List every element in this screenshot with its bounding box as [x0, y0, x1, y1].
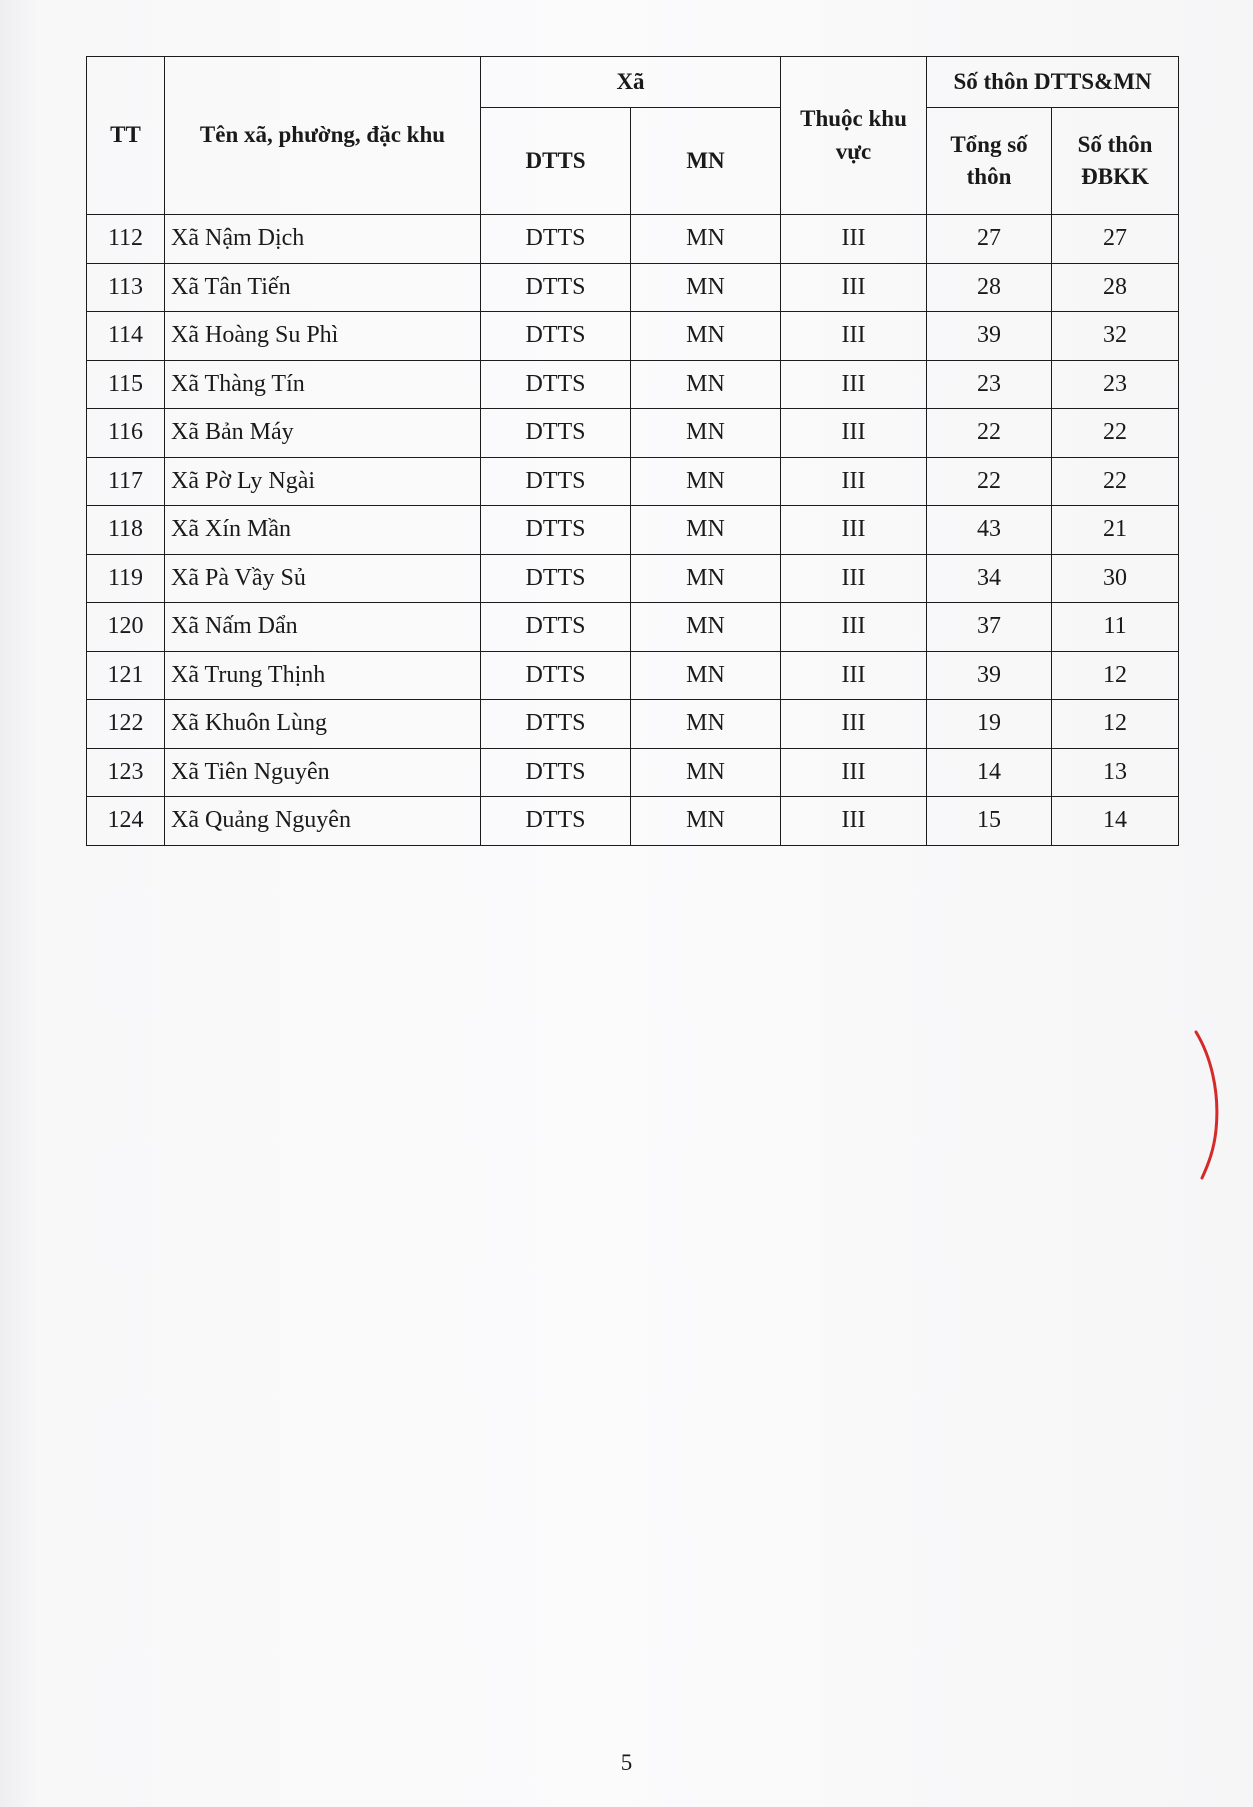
cell-so-thon-dbkk: 12 [1052, 651, 1179, 700]
cell-dtts: DTTS [481, 700, 631, 749]
table-row [87, 457, 1179, 506]
cell-mn: MN [631, 797, 781, 846]
cell-dtts: DTTS [481, 554, 631, 603]
cell-tong-so-thon: 23 [927, 360, 1052, 409]
cell-mn: MN [631, 651, 781, 700]
cell-dtts: DTTS [481, 263, 631, 312]
cell-khu-vuc: III [781, 263, 927, 312]
cell-mn: MN [631, 360, 781, 409]
cell-dtts: DTTS [481, 409, 631, 458]
cell-name: Xã Hoàng Su Phì [165, 312, 481, 361]
cell-tt: 113 [87, 263, 165, 312]
cell-khu-vuc: III [781, 554, 927, 603]
stamp-arc [1196, 1032, 1217, 1178]
cell-so-thon-dbkk: 22 [1052, 457, 1179, 506]
header-khu-vuc [781, 57, 927, 215]
table-row [87, 215, 1179, 264]
header-dtts: DTTS [481, 108, 631, 215]
cell-dtts: DTTS [481, 457, 631, 506]
header-mn: MN [631, 108, 781, 215]
cell-tong-so-thon: 15 [927, 797, 1052, 846]
cell-mn: MN [631, 312, 781, 361]
table-row [87, 506, 1179, 555]
cell-khu-vuc: III [781, 457, 927, 506]
header-tt: TT [87, 57, 165, 215]
table-row [87, 748, 1179, 797]
cell-name: Xã Khuôn Lùng [165, 700, 481, 749]
cell-khu-vuc: III [781, 797, 927, 846]
cell-khu-vuc: III [781, 506, 927, 555]
cell-khu-vuc: III [781, 603, 927, 652]
header-xa-group: Xã [481, 57, 781, 108]
commune-table [86, 56, 1179, 846]
cell-name: Xã Quảng Nguyên [165, 797, 481, 846]
cell-tt: 117 [87, 457, 165, 506]
cell-so-thon-dbkk: 13 [1052, 748, 1179, 797]
header-so-thon-dbkk [1052, 108, 1179, 215]
cell-name: Xã Thàng Tín [165, 360, 481, 409]
cell-khu-vuc: III [781, 215, 927, 264]
table-row [87, 651, 1179, 700]
cell-name: Xã Trung Thịnh [165, 651, 481, 700]
cell-khu-vuc: III [781, 360, 927, 409]
table-row [87, 700, 1179, 749]
cell-tong-so-thon: 27 [927, 215, 1052, 264]
cell-tong-so-thon: 39 [927, 651, 1052, 700]
table-header [87, 57, 1179, 215]
cell-mn: MN [631, 263, 781, 312]
table-row [87, 554, 1179, 603]
cell-khu-vuc: III [781, 700, 927, 749]
cell-tt: 121 [87, 651, 165, 700]
cell-name: Xã Nấm Dẩn [165, 603, 481, 652]
cell-tt: 112 [87, 215, 165, 264]
header-name: Tên xã, phường, đặc khu [165, 57, 481, 215]
cell-tt: 120 [87, 603, 165, 652]
cell-tong-so-thon: 37 [927, 603, 1052, 652]
cell-dtts: DTTS [481, 797, 631, 846]
cell-so-thon-dbkk: 30 [1052, 554, 1179, 603]
table-row [87, 263, 1179, 312]
table-body [87, 215, 1179, 846]
cell-so-thon-dbkk: 23 [1052, 360, 1179, 409]
cell-tong-so-thon: 22 [927, 409, 1052, 458]
page-number: 5 [620, 1750, 633, 1775]
cell-name: Xã Bản Máy [165, 409, 481, 458]
cell-name: Xã Tiên Nguyên [165, 748, 481, 797]
cell-tong-so-thon: 19 [927, 700, 1052, 749]
cell-so-thon-dbkk: 32 [1052, 312, 1179, 361]
cell-dtts: DTTS [481, 651, 631, 700]
table-row [87, 360, 1179, 409]
cell-dtts: DTTS [481, 215, 631, 264]
cell-name: Xã Nậm Dịch [165, 215, 481, 264]
cell-mn: MN [631, 554, 781, 603]
cell-mn: MN [631, 700, 781, 749]
cell-mn: MN [631, 603, 781, 652]
cell-so-thon-dbkk: 12 [1052, 700, 1179, 749]
header-so-thon-dbkk-line1: Số thôn [1077, 131, 1153, 157]
cell-name: Xã Pờ Ly Ngài [165, 457, 481, 506]
header-row-top [87, 57, 1179, 108]
cell-mn: MN [631, 409, 781, 458]
cell-mn: MN [631, 215, 781, 264]
cell-so-thon-dbkk: 14 [1052, 797, 1179, 846]
cell-so-thon-dbkk: 28 [1052, 263, 1179, 312]
cell-tt: 119 [87, 554, 165, 603]
cell-khu-vuc: III [781, 312, 927, 361]
cell-khu-vuc: III [781, 651, 927, 700]
cell-dtts: DTTS [481, 748, 631, 797]
cell-tt: 114 [87, 312, 165, 361]
cell-name: Xã Tân Tiến [165, 263, 481, 312]
header-tong-so-thon-line2: thôn [966, 164, 1012, 189]
cell-khu-vuc: III [781, 409, 927, 458]
header-tong-so-thon [927, 108, 1052, 215]
cell-mn: MN [631, 748, 781, 797]
cell-mn: MN [631, 457, 781, 506]
cell-tt: 118 [87, 506, 165, 555]
table-row [87, 797, 1179, 846]
cell-so-thon-dbkk: 22 [1052, 409, 1179, 458]
red-stamp-mark [1190, 1030, 1230, 1180]
cell-so-thon-dbkk: 27 [1052, 215, 1179, 264]
cell-tong-so-thon: 14 [927, 748, 1052, 797]
table-row [87, 603, 1179, 652]
cell-tt: 123 [87, 748, 165, 797]
cell-dtts: DTTS [481, 603, 631, 652]
cell-dtts: DTTS [481, 506, 631, 555]
cell-name: Xã Pà Vầy Sủ [165, 554, 481, 603]
table-row [87, 312, 1179, 361]
cell-tong-so-thon: 22 [927, 457, 1052, 506]
cell-khu-vuc: III [781, 748, 927, 797]
cell-tt: 124 [87, 797, 165, 846]
cell-name: Xã Xín Mần [165, 506, 481, 555]
header-khu-vuc-line1: Thuộc khu [800, 106, 907, 132]
cell-mn: MN [631, 506, 781, 555]
cell-so-thon-dbkk: 21 [1052, 506, 1179, 555]
header-tong-so-thon-line1: Tổng số [950, 131, 1028, 157]
cell-tt: 115 [87, 360, 165, 409]
header-khu-vuc-line2: vực [835, 138, 872, 164]
cell-tt: 122 [87, 700, 165, 749]
cell-dtts: DTTS [481, 312, 631, 361]
cell-tt: 116 [87, 409, 165, 458]
cell-so-thon-dbkk: 11 [1052, 603, 1179, 652]
header-so-thon-group: Số thôn DTTS&MN [927, 57, 1179, 108]
header-so-thon-dbkk-line2: ĐBKK [1081, 164, 1149, 189]
cell-dtts: DTTS [481, 360, 631, 409]
table-row [87, 409, 1179, 458]
cell-tong-so-thon: 43 [927, 506, 1052, 555]
cell-tong-so-thon: 28 [927, 263, 1052, 312]
cell-tong-so-thon: 34 [927, 554, 1052, 603]
cell-tong-so-thon: 39 [927, 312, 1052, 361]
